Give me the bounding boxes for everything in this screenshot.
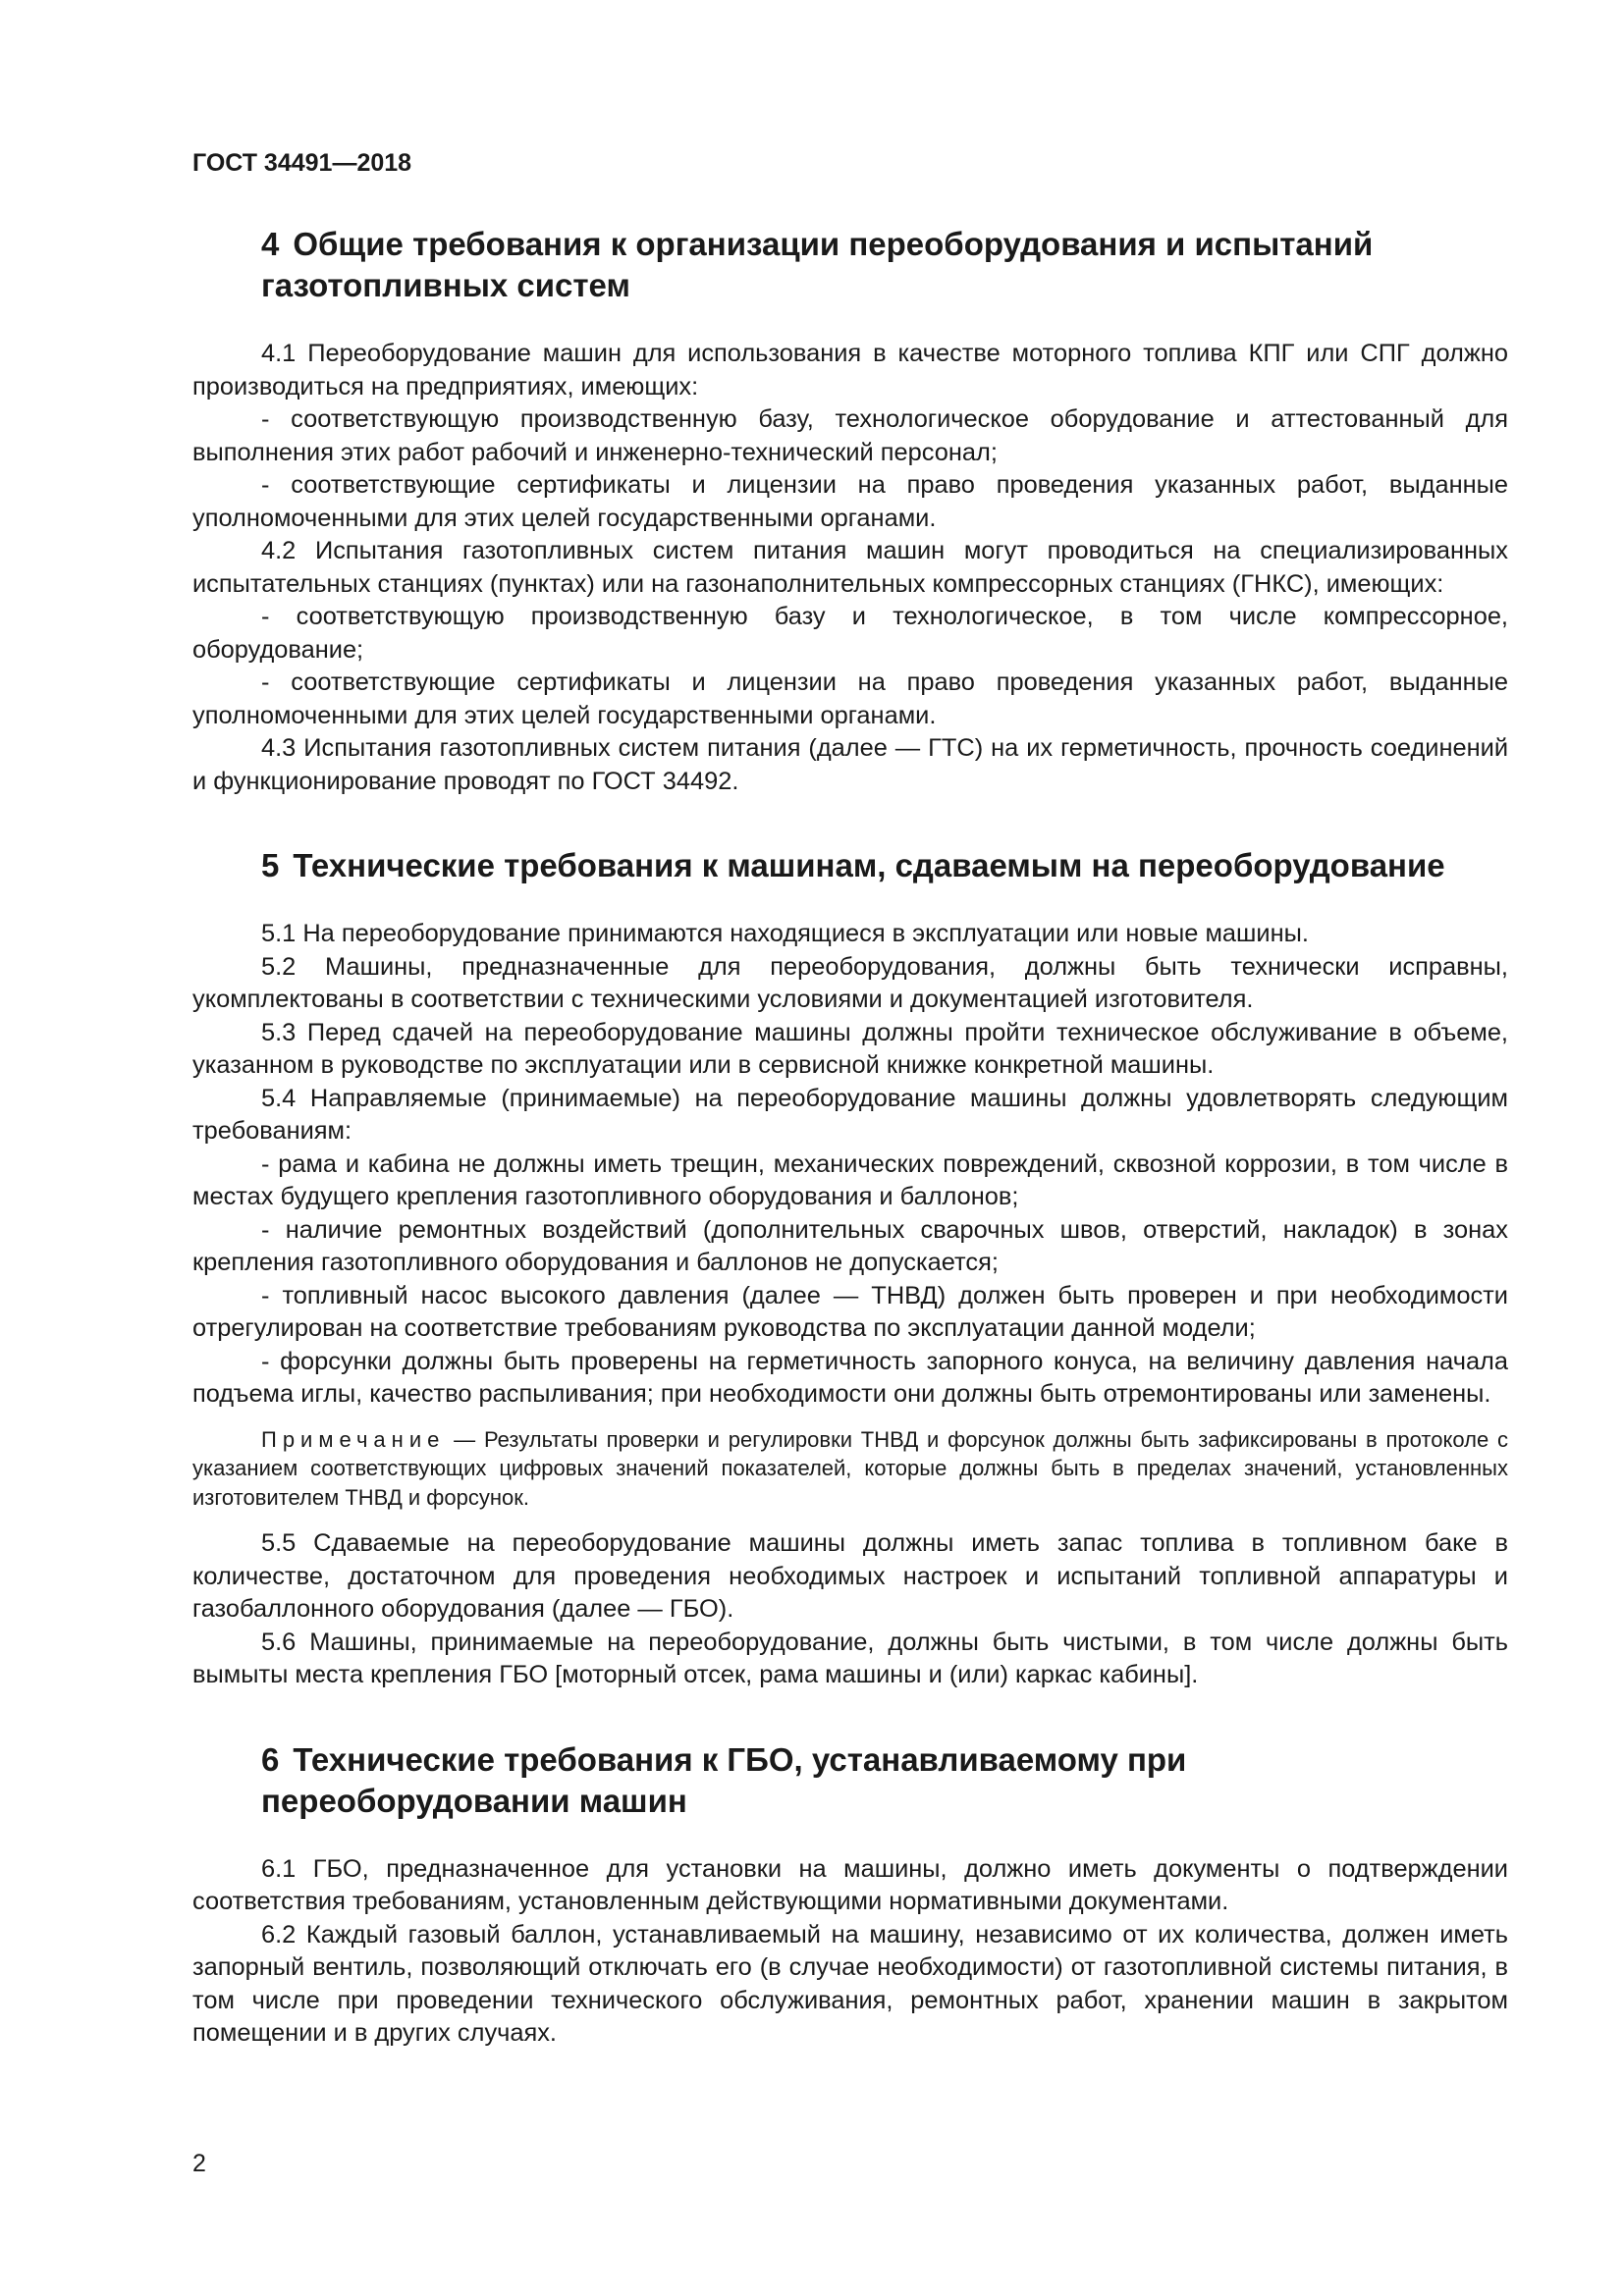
section-title: Общие требования к организации переоборудования и испытаний газотопливных систем — [261, 226, 1374, 303]
section-number: 5 — [261, 847, 280, 883]
paragraph: - соответствующие сертификаты и лицензии на право проведения указанных работ, выданные уполномоченными для этих целей государственными органами. — [192, 471, 1508, 532]
paragraph: - соответствующие сертификаты и лицензии на право проведения указанных работ, выданные уполномоченными для этих целей государственными органами. — [192, 668, 1508, 729]
section-number: 6 — [261, 1740, 280, 1778]
paragraph: 4.3 Испытания газотопливных систем питания (далее — ГТС) на их герметичность, прочность соединений и функционирование проводят по ГОСТ 34492. — [192, 734, 1508, 795]
paragraph: 5.5 Сдаваемые на переоборудование машины должны иметь запас топлива в топливном баке в количестве, достаточном для проведения необходимых настроек и испытаний топливной аппаратуры и газобаллонного оборудования (далее — ГБО). — [192, 1529, 1508, 1623]
document-code: ГОСТ 34491—2018 — [192, 149, 412, 177]
paragraph: 6.2 Каждый газовый баллон, устанавливаемый на машину, независимо от их количества, должен иметь запорный вентиль, позволяющий отключать его (в случае необходимости) от газотопливной системы питания, в том числе при проведении технического обслуживания, ремонтных работ, хранении машин в закрытом помещении и в других случаях. — [192, 1920, 1508, 2047]
paragraph: 5.4 Направляемые (принимаемые) на переоборудование машины должны удовлетворять следующим требованиям: — [192, 1084, 1508, 1145]
section-6 — [192, 1739, 1508, 2051]
page-number: 2 — [192, 2150, 206, 2177]
paragraph: - топливный насос высокого давления (далее — ТНВД) должен быть проверен и при необходимости отрегулирован на соответствие требованиям руководства по эксплуатации данной модели; — [192, 1281, 1508, 1342]
section-title: Технические требования к ГБО, устанавливаемому при переоборудовании машин — [261, 1740, 1187, 1819]
paragraph: 5.1 На переоборудование принимаются находящиеся в эксплуатации или новые машины. — [261, 920, 1309, 947]
note — [192, 1425, 1508, 1513]
paragraph: 5.3 Перед сдачей на переоборудование машины должны пройти техническое обслуживание в объеме, указанном в руководстве по эксплуатации или в сервисной книжке конкретной машины. — [192, 1018, 1508, 1079]
section-heading — [261, 224, 1420, 306]
paragraph: 5.6 Машины, принимаемые на переоборудование, должны быть чистыми, в том числе должны быть вымыты места крепления ГБО [моторный отсек, рама машины и (или) каркас кабины]. — [192, 1628, 1508, 1688]
section-4 — [192, 224, 1508, 798]
paragraph: 4.1 Переоборудование машин для использования в качестве моторного топлива КПГ или СПГ должно производиться на предприятиях, имеющих: — [192, 340, 1508, 400]
paragraph: - соответствующую производственную базу и технологическое, в том числе компрессорное, оборудование; — [192, 603, 1508, 664]
note-text: — Результаты проверки и регулировки ТНВД и форсунок должны быть зафиксированы в протоколе с указанием соответствующих цифровых значений показателей, которые должны быть в пределах значений, установленных изготовителем ТНВД и форсунок. — [192, 1426, 1508, 1510]
section-title: Технические требования к машинам, сдаваемым на переоборудование — [293, 847, 1445, 883]
section-heading — [261, 845, 1508, 886]
section-number: 4 — [261, 226, 280, 262]
paragraph: - наличие ремонтных воздействий (дополнительных сварочных швов, отверстий, накладок) в зонах крепления газотопливного оборудования и баллонов не допускается; — [192, 1215, 1508, 1276]
section-heading — [261, 1739, 1243, 1822]
paragraph: 6.1 ГБО, предназначенное для установки на машины, должно иметь документы о подтверждении соответствия требованиям, установленным действующими нормативными документами. — [192, 1854, 1508, 1915]
paragraph: - форсунки должны быть проверены на герметичность запорного конуса, на величину давления начала подъема иглы, качество распыливания; при необходимости они должны быть отремонтированы или заменены. — [192, 1347, 1508, 1408]
document-body — [192, 224, 1508, 2051]
section-5 — [192, 845, 1508, 1692]
paragraph: - соответствующую производственную базу, технологическое оборудование и аттестованный для выполнения этих работ рабочий и инженерно-технический персонал; — [192, 405, 1508, 466]
paragraph: 5.2 Машины, предназначенные для переоборудования, должны быть технически исправны, укомплектованы в соответствии с техническими условиями и документацией изготовителя. — [192, 952, 1508, 1013]
note-label: Примечание — [261, 1426, 446, 1452]
paragraph: - рама и кабина не должны иметь трещин, механических повреждений, сквозной коррозии, в том числе в местах будущего крепления газотопливного оборудования и баллонов; — [192, 1149, 1508, 1210]
paragraph: 4.2 Испытания газотопливных систем питания машин могут проводиться на специализированных испытательных станциях (пунктах) или на газонаполнительных компрессорных станциях (ГНКС), имеющих: — [192, 537, 1508, 598]
